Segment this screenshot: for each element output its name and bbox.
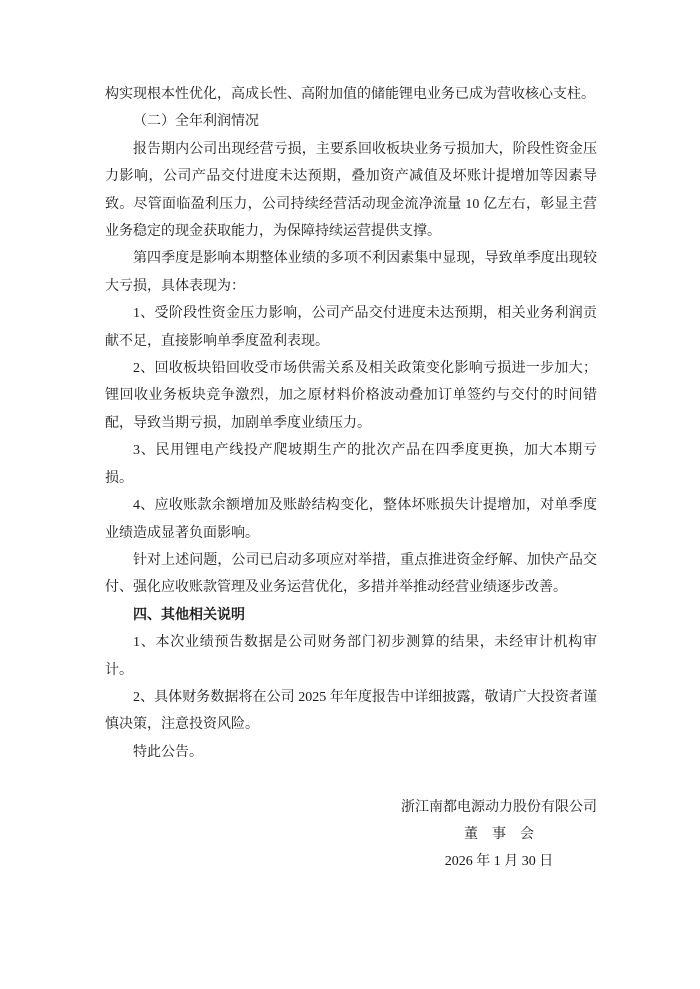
heading-annual-profit-section: （二）全年利润情况 [133,114,259,130]
heading-other-notes-section: 四、其他相关说明 [133,607,245,623]
paragraph-factor-3: 3、民用锂电产线投产爬坡期生产的批次产品在四季度更换，加大本期亏损。 [105,443,597,486]
paragraph-note-1: 1、本次业绩预告数据是公司财务部门初步测算的结果，未经审计机构审计。 [105,635,597,678]
paragraph-factor-1: 1、受阶段性资金压力影响，公司产品交付进度未达预期，相关业务利润贡献不足，直接影响单季度盈利表现。 [105,306,597,349]
paragraph-note-2: 2、具体财务数据将在公司 2025 年年度报告中详细披露，敬请广大投资者谨慎决策，注意投资风险。 [105,689,597,733]
paragraph-factor-2: 2、回收板块铅回收受市场供需关系及相关政策变化影响亏损进一步加大；锂回收业务板块竞争激烈，加之原材料价格波动叠加订单签约与交付的时间错配，导致当期亏损，加剧单季度业绩压力。 [105,361,597,431]
paragraph-operating-loss: 报告期内公司出现经营亏损，主要系回收板块业务亏损加大，阶段性资金压力影响，公司产品交付进度未达预期，叠加资产减值及坏账计提增加等因素导致。尽管面临盈利压力，公司持续经营活动现金流净流量 10 亿左右，彰显主营业务稳定的现金获取能力，为保障持续运营提供支撑。 [105,141,597,240]
closing-statement: 特此公告。 [133,744,203,760]
paragraph-continuation: 构实现根本性优化，高成长性、高附加值的储能锂电业务已成为营收核心支柱。 [105,87,595,102]
signature-date: 2026 年 1 月 30 日 [444,854,554,870]
paragraph-q4-summary: 第四季度是影响本期整体业绩的多项不利因素集中显现，导致单季度出现较大亏损，具体表现为： [105,251,597,294]
signature-board-of-directors: 董 事 会 [464,826,534,842]
signature-company-name: 浙江南都电源动力股份有限公司 [401,799,597,815]
paragraph-countermeasures: 针对上述问题，公司已启动多项应对举措，重点推进资金纾解、加快产品交付、强化应收账款管理及业务运营优化，多措并举推动经营业绩逐步改善。 [105,552,597,596]
paragraph-factor-4: 4、应收账款余额增加及账龄结构变化，整体坏账损失计提增加，对单季度业绩造成显著负面影响。 [105,498,597,541]
signature-block [401,794,597,876]
